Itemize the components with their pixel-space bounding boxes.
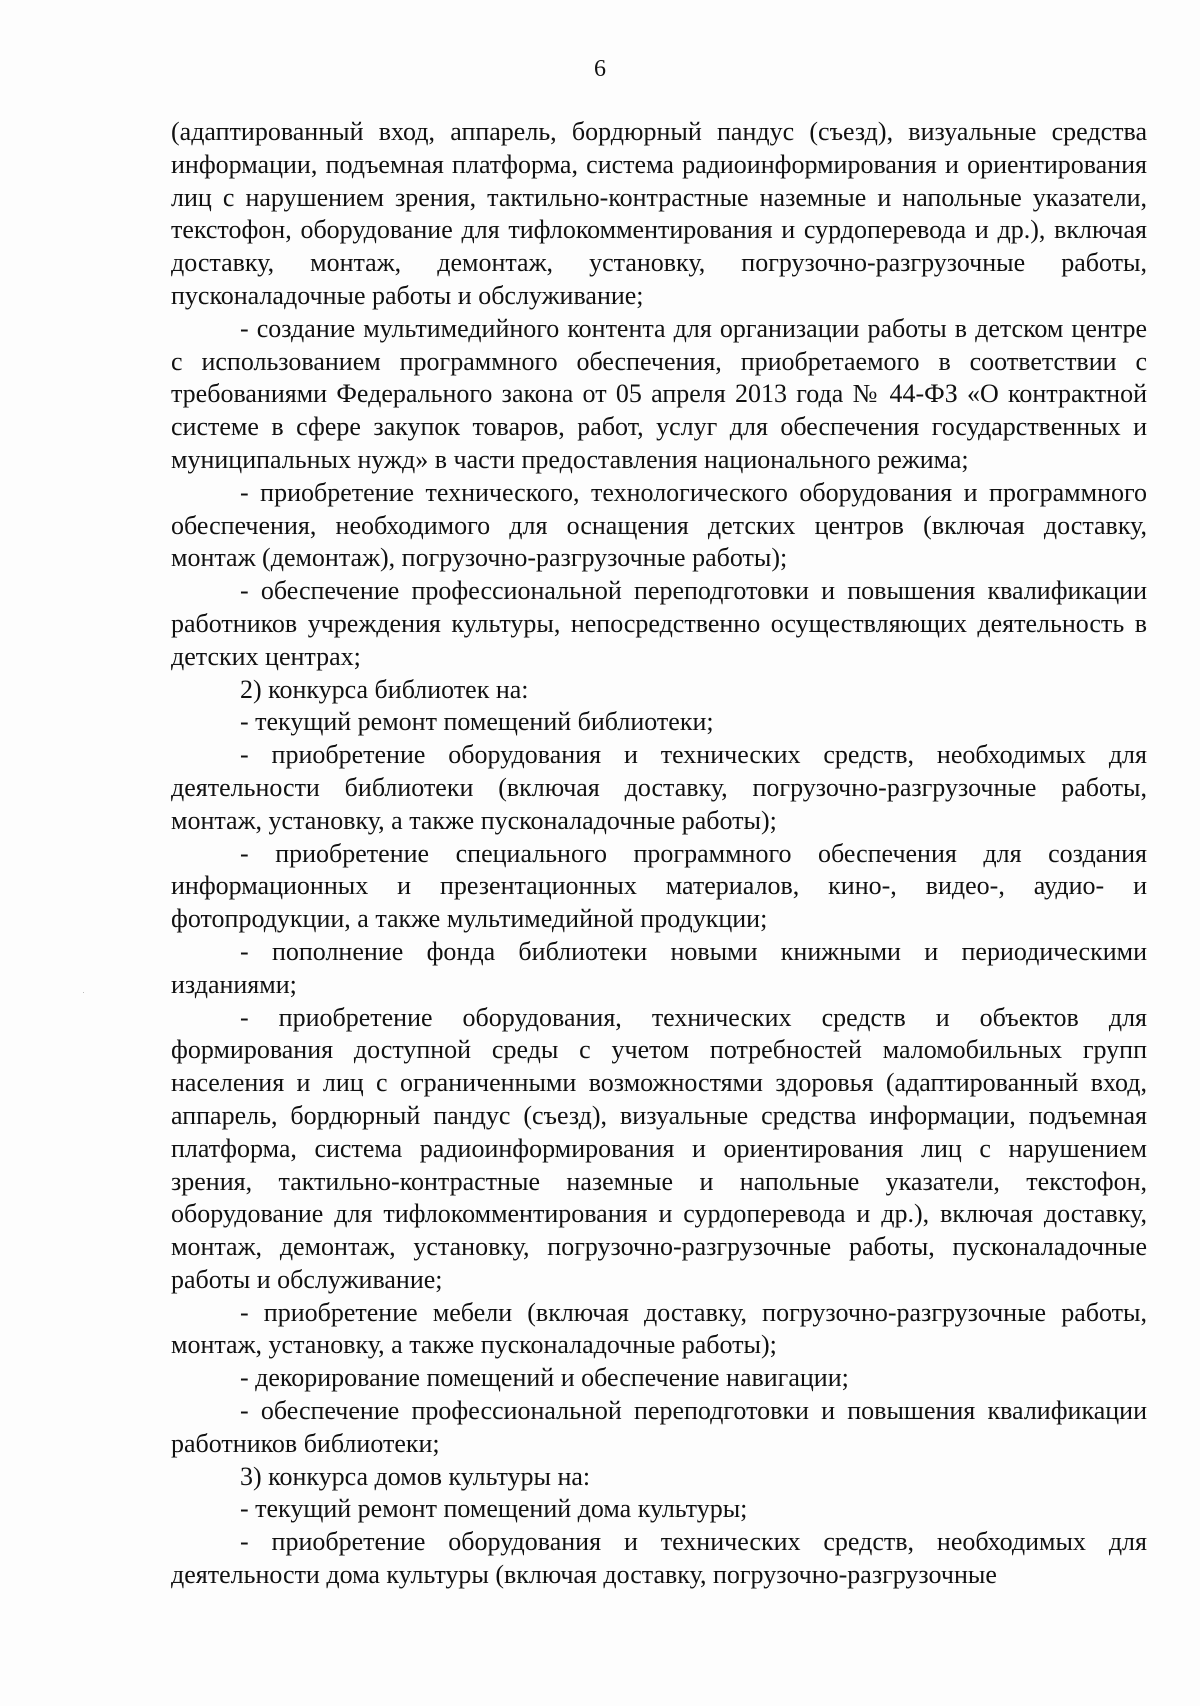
paragraph-library-repair: - текущий ремонт помещений библиотеки;	[240, 707, 714, 737]
paragraph-library-staff-training: - обеспечение профессиональной переподготовки и повышения квалификации работников библиотеки;	[171, 1396, 1147, 1458]
heading-culture-house-contest: 3) конкурса домов культуры на:	[240, 1461, 591, 1491]
paragraph-accessibility-equipment-continued: (адаптированный вход, аппарель, бордюрный пандус (съезд), визуальные средства информации, подъемная платформа, система радиоинформирования и ориентирования лиц с нарушением зрения, тактильно-контрастные наземные и напольные указатели, текстофон, оборудование для тифлокомментирования и сурдоперевода и др.), включая доставку, монтаж, демонтаж, установку, погрузочно-разгрузочные работы, пусконаладочные работы и обслуживание;	[171, 117, 1147, 310]
paragraph-library-decoration: - декорирование помещений и обеспечение навигации;	[240, 1363, 849, 1393]
paragraph-technical-equipment: - приобретение технического, технологического оборудования и программного обеспечения, необходимого для оснащения детских центров (включая доставку, монтаж (демонтаж), погрузочно-разгрузочные работы);	[171, 477, 1147, 573]
document-body	[171, 116, 1147, 1592]
paragraph-library-equipment: - приобретение оборудования и технических средств, необходимых для деятельности библиотеки (включая доставку, погрузочно-разгрузочные работы, монтаж, установку, а также пусконаладочные работы);	[171, 740, 1147, 835]
heading-library-contest: 2) конкурса библиотек на:	[240, 674, 529, 704]
paragraph-professional-retraining: - обеспечение профессиональной переподготовки и повышения квалификации работников учреждения культуры, непосредственно осуществляющих деятельность в детских центрах;	[171, 576, 1147, 671]
paragraph-culture-house-repair: - текущий ремонт помещений дома культуры;	[240, 1494, 748, 1524]
paragraph-culture-house-equipment: - приобретение оборудования и технических средств, необходимых для деятельности дома культуры (включая доставку, погрузочно-разгрузочные	[171, 1527, 1147, 1590]
paragraph-library-furniture: - приобретение мебели (включая доставку, погрузочно-разгрузочные работы, монтаж, установку, а также пусконаладочные работы);	[171, 1297, 1147, 1360]
paragraph-multimedia-content: - создание мультимедийного контента для организации работы в детском центре с использованием программного обеспечения, приобретаемого в соответствии с требованиями Федерального закона от 05 апреля 2013 года № 44-ФЗ «О контрактной системе в сфере закупок товаров, работ, услуг для обеспечения государственных и муниципальных нужд» в части предоставления национального режима;	[171, 313, 1147, 474]
scan-edge-mark	[83, 992, 84, 993]
paragraph-library-accessibility: - приобретение оборудования, технических средств и объектов для формирования доступной среды с учетом потребностей маломобильных групп населения и лиц с ограниченными возможностями здоровья (адаптированный вход, аппарель, бордюрный пандус (съезд), визуальные средства информации, подъемная платформа, система радиоинформирования и ориентирования лиц с нарушением зрения, тактильно-контрастные наземные и напольные указатели, текстофон, оборудование для тифлокомментирования и сурдоперевода и др.), включая доставку, монтаж, демонтаж, установку, погрузочно-разгрузочные работы, пусконаладочные работы и обслуживание;	[171, 1002, 1147, 1294]
page-number: 6	[594, 56, 606, 82]
paragraph-library-software: - приобретение специального программного обеспечения для создания информационных и презентационных материалов, кино-, видео-, аудио- и фотопродукции, а также мультимедийной продукции;	[171, 838, 1147, 934]
paragraph-library-collection: - пополнение фонда библиотеки новыми книжными и периодическими изданиями;	[171, 936, 1147, 999]
